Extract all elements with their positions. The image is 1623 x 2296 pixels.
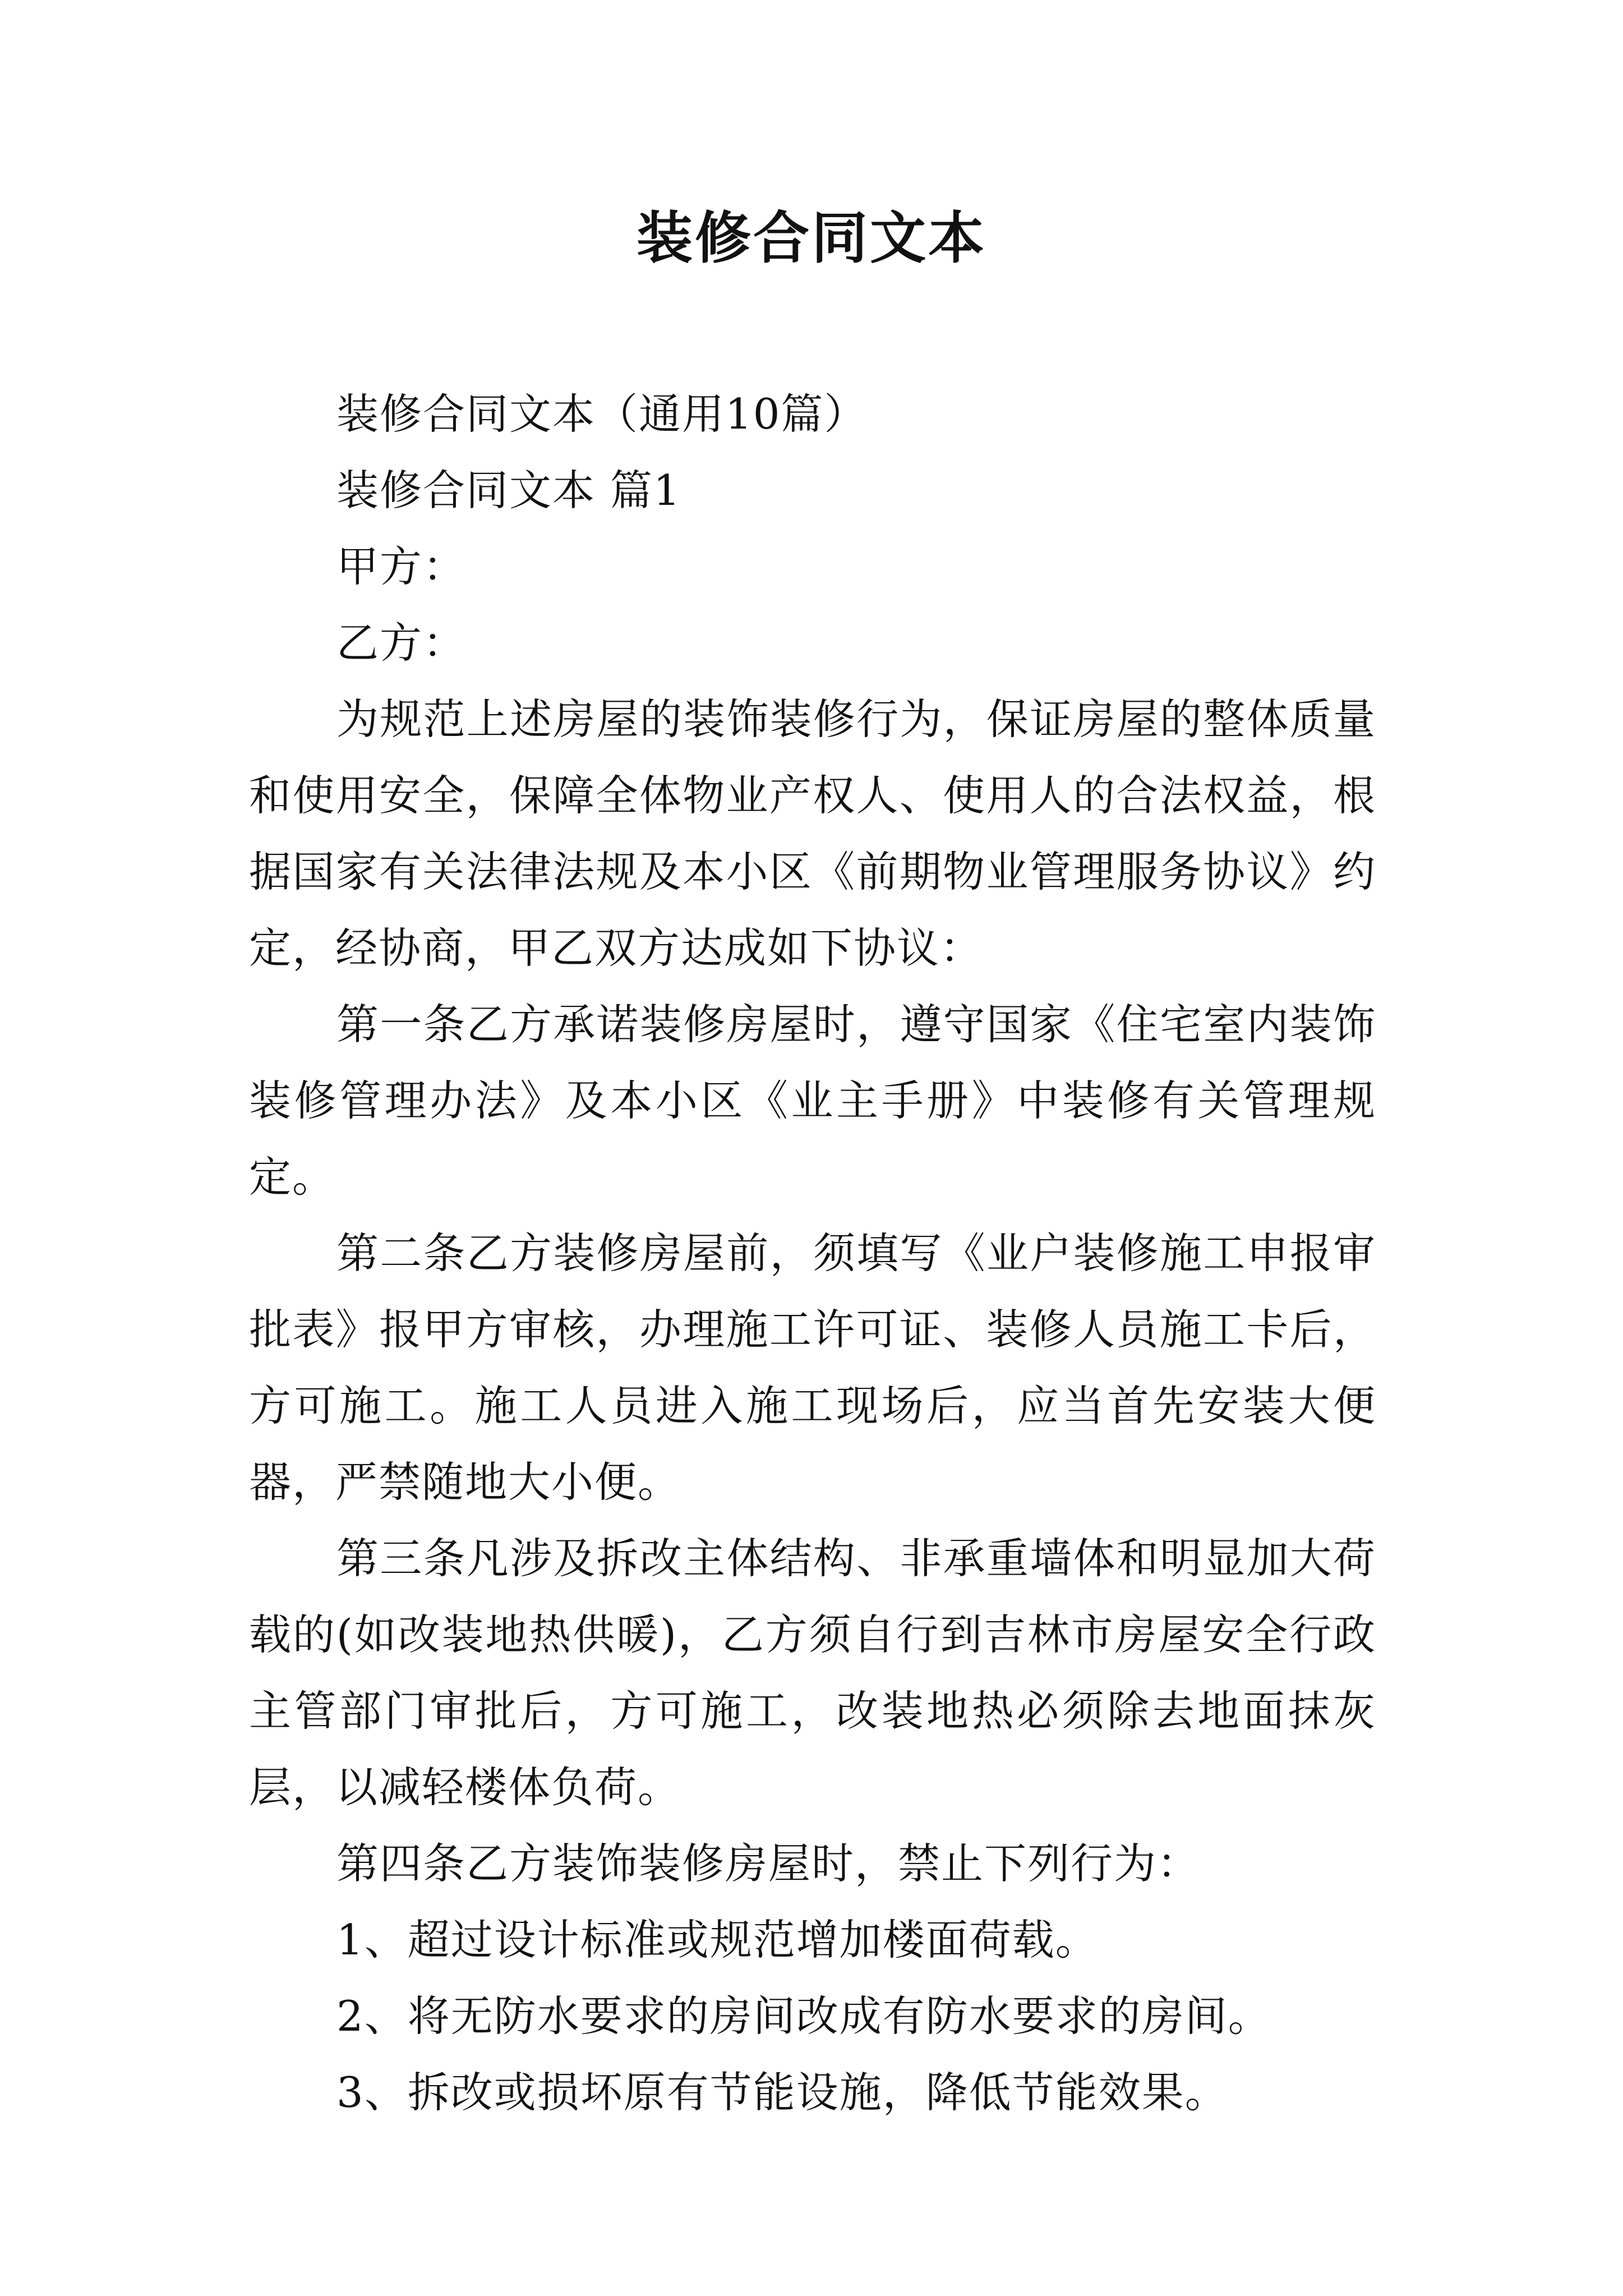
list-item-1: 1、超过设计标准或规范增加楼面荷载。 xyxy=(336,1915,1099,1964)
document-body xyxy=(249,376,1376,2131)
list-item-2: 2、将无防水要求的房间改成有防水要求的房间。 xyxy=(336,1991,1271,2041)
document-title: 装修合同文本 xyxy=(637,205,986,271)
paragraph-party-a: 甲方： xyxy=(336,542,467,591)
paragraph-article-2: 第二条乙方装修房屋前，须填写《业户装修施工申报审批表》报甲方审核，办理施工许可证、装修人员施工卡后，方可施工。施工人员进入施工现场后，应当首先安装大便器，严禁随地大小便。 xyxy=(249,1228,1376,1507)
paragraph-subtitle: 装修合同文本（通用10篇） xyxy=(336,389,868,439)
paragraph-party-b: 乙方： xyxy=(336,618,467,668)
paragraph-preamble: 为规范上述房屋的装饰装修行为，保证房屋的整体质量和使用安全，保障全体物业产权人、使用人的合法权益，根据国家有关法律法规及本小区《前期物业管理服务协议》约定，经协商，甲乙双方达成如下协议： xyxy=(249,694,1376,973)
paragraph-article-1: 第一条乙方承诺装修房屋时，遵守国家《住宅室内装饰装修管理办法》及本小区《业主手册》中装修有关管理规定。 xyxy=(249,1000,1376,1202)
paragraph-article-4: 第四条乙方装饰装修房屋时，禁止下列行为： xyxy=(336,1839,1201,1888)
paragraph-article-3: 第三条凡涉及拆改主体结构、非承重墙体和明显加大荷载的(如改装地热供暖)，乙方须自行到吉林市房屋安全行政主管部门审批后，方可施工，改装地热必须除去地面抹灰层，以减轻楼体负荷。 xyxy=(249,1534,1376,1812)
paragraph-section-heading: 装修合同文本 篇1 xyxy=(336,466,681,515)
list-item-3: 3、拆改或损坏原有节能设施，降低节能效果。 xyxy=(336,2068,1228,2117)
